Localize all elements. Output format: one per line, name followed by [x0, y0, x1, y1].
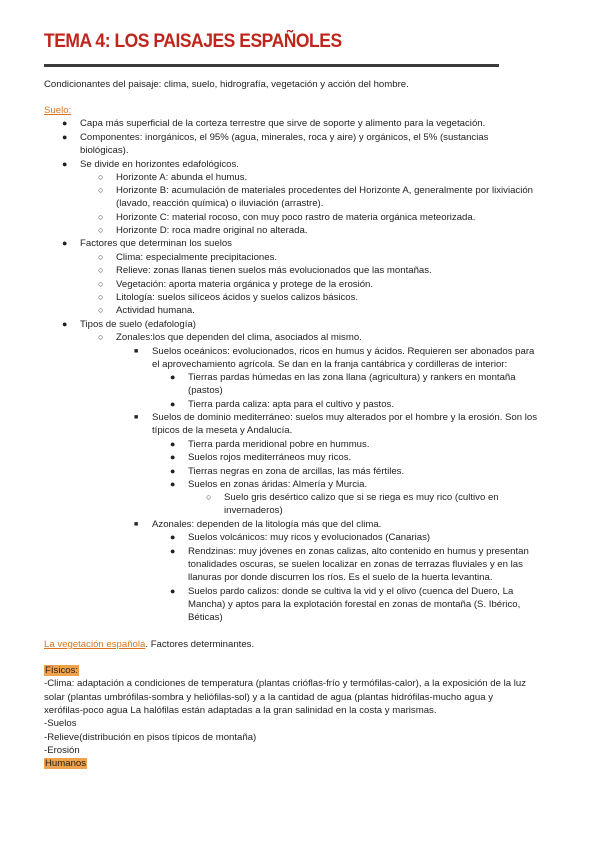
- square-bullet: ■: [134, 414, 139, 421]
- oceanicos-line-2: el aprovechamiento agrícola. Se dan en la franja cantábrica y cordilleras de interior:: [152, 359, 508, 370]
- azonales-sub-3-line-2: Mancha) y aptos para la explotación forestal en zonas de montaña (S. Ibérico,: [188, 599, 521, 610]
- factor-relieve: Relieve: zonas llanas tienen suelos más evolucionados que las montañas.: [116, 265, 432, 276]
- mediterraneo-sub-sub-line-2: invernaderos): [224, 505, 283, 516]
- disc-bullet: ●: [62, 132, 68, 142]
- disc-bullet: ●: [170, 372, 176, 382]
- suelo-heading: Suelo:: [44, 105, 72, 116]
- azonales-sub-2-line-2: tonalidades oscuras, se suelen localizar en zonas de terrazas fluviales y en las: [188, 559, 523, 570]
- disc-bullet: ●: [62, 238, 68, 248]
- oceanicos-sub-1-line-1: Tierras pardas húmedas en las zona llana (agricultura) y rankers en montaña: [188, 372, 516, 383]
- relieve-item: -Relieve(distribución en pisos típicos de montaña): [44, 732, 257, 743]
- azonales-sub-2-line-3: llanuras por donde discurren los ríos. Es el suelo de la huerta levantina.: [188, 572, 493, 583]
- mediterraneo-line-1: Suelos de dominio mediterráneo: suelos muy alterados por el hombre y la erosión. Son los: [152, 412, 538, 423]
- disc-bullet: ●: [62, 118, 68, 128]
- circle-bullet: ○: [98, 252, 104, 262]
- disc-bullet: ●: [62, 319, 68, 329]
- page-title: TEMA 4: LOS PAISAJES ESPAÑOLES: [44, 31, 342, 52]
- horizonte-c: Horizonte C: material rocoso, con muy poco rastro de materia orgánica meteorizada.: [116, 212, 476, 223]
- horizontes-heading: Se divide en horizontes edafológicos.: [80, 159, 239, 170]
- disc-bullet: ●: [170, 466, 176, 476]
- circle-bullet: ○: [98, 212, 104, 222]
- factor-vegetacion: Vegetación: aporta materia orgánica y protege de la erosión.: [116, 279, 374, 290]
- disc-bullet: ●: [62, 159, 68, 169]
- azonales-sub-2-line-1: Rendzinas: muy jóvenes en zonas calizas, alto contenido en humus y presentan: [188, 546, 529, 557]
- vegetacion-heading-rest: . Factores determinantes.: [145, 639, 255, 650]
- factores-heading: Factores que determinan los suelos: [80, 238, 232, 249]
- oceanicos-sub-2: Tierra parda caliza: apta para el cultivo y pastos.: [188, 399, 395, 410]
- mediterraneo-sub-4: Suelos en zonas áridas: Almería y Murcia.: [188, 479, 368, 490]
- suelos-item: -Suelos: [44, 718, 77, 729]
- intro-text: Condicionantes del paisaje: clima, suelo, hidrografía, vegetación y acción del hombre.: [44, 79, 409, 90]
- disc-bullet: ●: [170, 479, 176, 489]
- vegetacion-heading: [44, 638, 254, 651]
- tipos-heading: Tipos de suelo (edafología): [80, 319, 196, 330]
- fisicos-label-row: [44, 664, 79, 677]
- vegetacion-link: La vegetación española: [44, 639, 146, 650]
- erosion-item: -Erosión: [44, 745, 80, 756]
- circle-bullet: ○: [98, 172, 104, 182]
- title-divider: [44, 64, 499, 67]
- mediterraneo-sub-3: Tierras negras en zona de arcillas, las más fértiles.: [188, 466, 405, 477]
- horizonte-d: Horizonte D: roca madre original no alterada.: [116, 225, 308, 236]
- square-bullet: ■: [134, 521, 139, 528]
- factor-litologia: Litología: suelos silíceos ácidos y suelos calizos básicos.: [116, 292, 359, 303]
- disc-bullet: ●: [170, 546, 176, 556]
- horizonte-b-line-1: Horizonte B: acumulación de materiales procedentes del Horizonte A, generalmente por lixiviación: [116, 185, 534, 196]
- mediterraneo-sub-2: Suelos rojos mediterráneos muy ricos.: [188, 452, 352, 463]
- clima-line-3: xerófilas-poco agua La halófilas están adaptadas a la gran salinidad en la costa y marismas.: [44, 705, 437, 716]
- factor-actividad-humana: Actividad humana.: [116, 305, 195, 316]
- square-bullet: ■: [134, 348, 139, 355]
- disc-bullet: ●: [170, 532, 176, 542]
- humanos-label: Humanos: [45, 758, 87, 769]
- circle-bullet: ○: [98, 265, 104, 275]
- oceanicos-line-1: Suelos oceánicos: evolucionados, ricos en humus y ácidos. Requieren ser abonados para: [152, 346, 535, 357]
- azonales-heading: Azonales: dependen de la litología más que del clima.: [152, 519, 382, 530]
- disc-bullet: ●: [170, 586, 176, 596]
- suelo-definition: Capa más superficial de la corteza terrestre que sirve de soporte y alimento para la vegetación.: [80, 118, 486, 129]
- horizonte-b-line-2: (lavado, reacción química) o iluviación (arrastre).: [116, 198, 324, 209]
- circle-bullet: ○: [206, 492, 212, 502]
- clima-line-2: solar (plantas umbrófilas-sombra y heliófilas-sol) y a la cantidad de agua (plantas hidrófilas-mucho agua y: [44, 692, 493, 703]
- zonales-heading: Zonales:los que dependen del clima, asociados al mismo.: [116, 332, 362, 343]
- circle-bullet: ○: [98, 279, 104, 289]
- oceanicos-sub-1-line-2: (pastos): [188, 385, 223, 396]
- componentes-line-2: biológicas).: [80, 145, 129, 156]
- circle-bullet: ○: [98, 292, 104, 302]
- disc-bullet: ●: [170, 399, 176, 409]
- circle-bullet: ○: [98, 225, 104, 235]
- mediterraneo-line-2: típicos de la meseta y Andalucía.: [152, 425, 293, 436]
- mediterraneo-sub-sub-line-1: Suelo gris desértico calizo que si se riega es muy rico (cultivo en: [224, 492, 499, 503]
- fisicos-label: Físicos:: [45, 665, 79, 676]
- circle-bullet: ○: [98, 305, 104, 315]
- azonales-sub-1: Suelos volcánicos: muy ricos y evolucionados (Canarias): [188, 532, 431, 543]
- azonales-sub-3-line-1: Suelos pardo calizos: donde se cultiva la vid y el olivo (cuenca del Duero, La: [188, 586, 514, 597]
- circle-bullet: ○: [98, 185, 104, 195]
- factor-clima: Clima: especialmente precipitaciones.: [116, 252, 278, 263]
- clima-line-1: -Clima: adaptación a condiciones de temperatura (plantas crióflas-frío y termófilas-calor), a la exposición de la luz: [44, 678, 527, 689]
- disc-bullet: ●: [170, 452, 176, 462]
- mediterraneo-sub-1: Tierra parda meridional pobre en hummus.: [188, 439, 370, 450]
- humanos-label-row: [44, 757, 87, 770]
- horizonte-a: Horizonte A: abunda el humus.: [116, 172, 248, 183]
- circle-bullet: ○: [98, 332, 104, 342]
- azonales-sub-3-line-3: Béticas): [188, 612, 223, 623]
- componentes-line-1: Componentes: inorgánicos, el 95% (agua, minerales, roca y aire) y orgánicos, el 5% (sustancias: [80, 132, 489, 143]
- disc-bullet: ●: [170, 439, 176, 449]
